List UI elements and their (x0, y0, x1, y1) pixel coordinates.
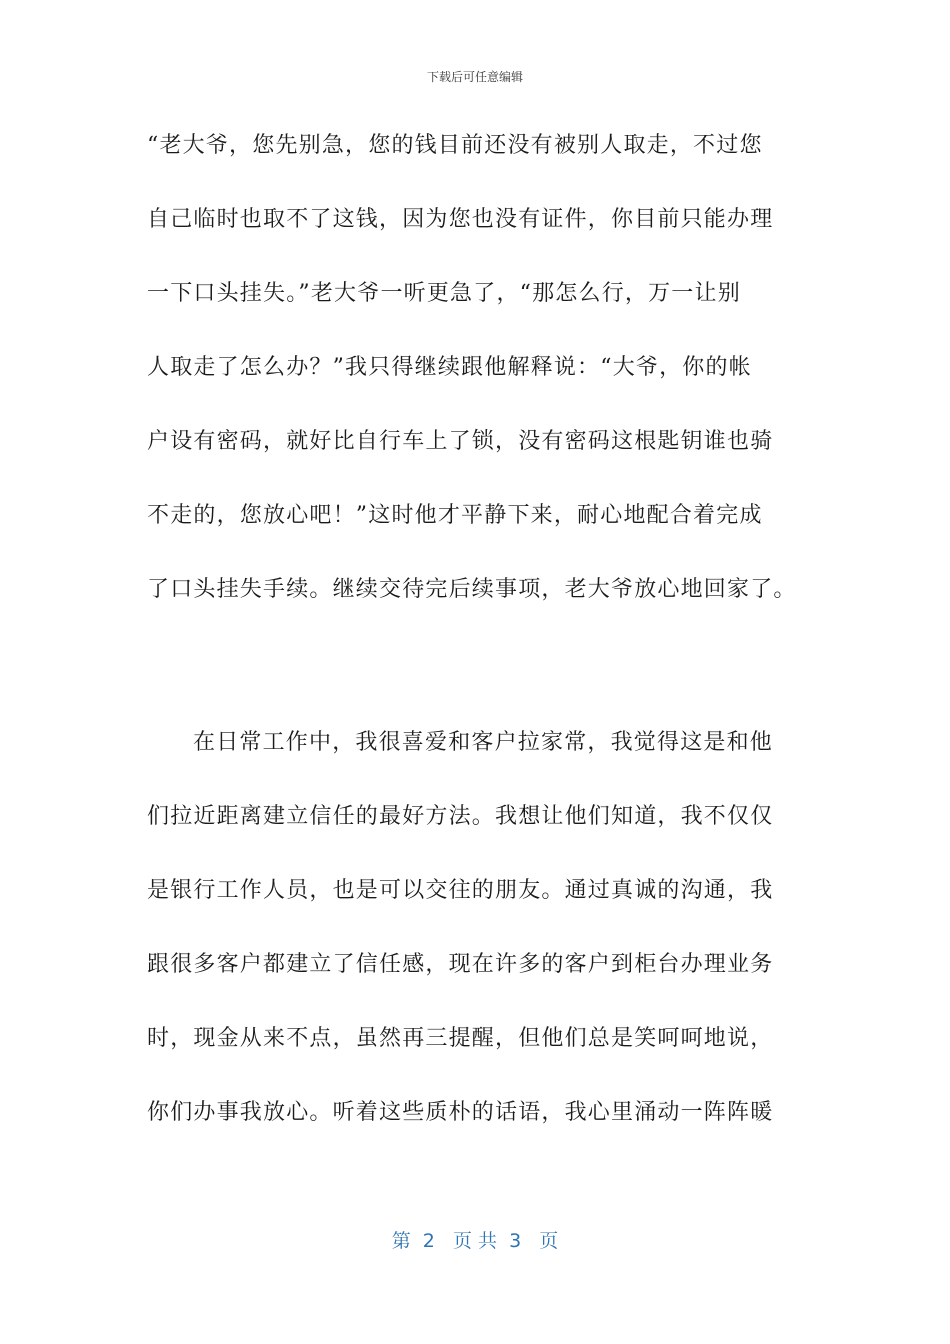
paragraph-1-line-6: 不走的，您放心吧！”这时他才平静下来，耐心地配合着完成 (147, 503, 763, 528)
paragraph-1-line-7: 了口头挂失手续。继续交待完后续事项，老大爷放心地回家了。 (147, 577, 797, 602)
paragraph-2-line-2: 们拉近距离建立信任的最好方法。我想让他们知道，我不仅仅 (147, 804, 774, 829)
paragraph-1-line-5: 户设有密码，就好比自行车上了锁，没有密码这根匙钥谁也骑 (147, 429, 774, 454)
paragraph-2-line-5: 时，现金从来不点，虽然再三提醒，但他们总是笑呵呵地说， (147, 1026, 774, 1051)
paragraph-1-line-4: 人取走了怎么办？”我只得继续跟他解释说：“大爷，你的帐 (147, 355, 752, 380)
page-number-footer: 第 2 页 共 3 页 (391, 1230, 559, 1252)
paragraph-2-line-6: 你们办事我放心。听着这些质朴的话语，我心里涌动一阵阵暖 (147, 1100, 774, 1125)
paragraph-1-line-1: “老大爷，您先别急，您的钱目前还没有被别人取走，不过您 (147, 133, 763, 158)
paragraph-2-line-4: 跟很多客户都建立了信任感，现在许多的客户到柜台办理业务 (147, 952, 774, 977)
paragraph-1-line-2: 自己临时也取不了这钱，因为您也没有证件，你目前只能办理 (147, 207, 774, 232)
paragraph-1-line-3: 一下口头挂失。”老大爷一听更急了，“那怎么行，万一让别 (147, 281, 741, 306)
paragraph-2-line-1: 在日常工作中，我很喜爱和客户拉家常，我觉得这是和他 (193, 730, 774, 755)
page-header: 下载后可任意编辑 (426, 70, 523, 84)
paragraph-2-line-3: 是银行工作人员，也是可以交往的朋友。通过真诚的沟通，我 (147, 878, 774, 903)
